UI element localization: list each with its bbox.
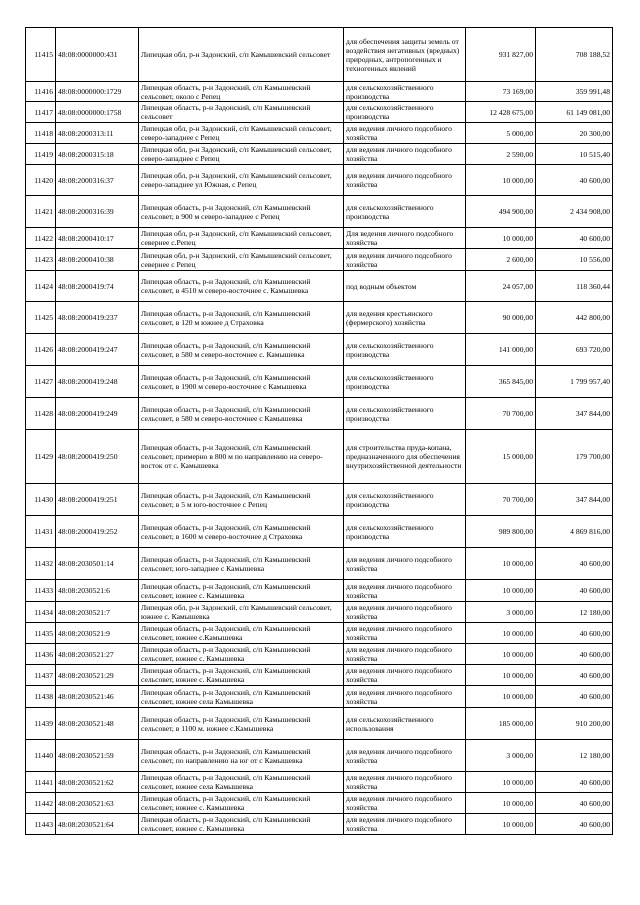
area-cell: 494 900,00: [466, 196, 536, 228]
address-cell: Липецкая область, р-н Задонский, с/п Камышевский сельсовет: [139, 102, 344, 123]
permitted-use-cell: для ведения личного подсобного хозяйства: [344, 144, 466, 165]
row-number: 11423: [26, 249, 56, 271]
row-number: 11442: [26, 793, 56, 814]
row-number: 11429: [26, 430, 56, 484]
cadastral-number: 48:08:2000419:237: [56, 302, 139, 334]
cadastral-value-cell: 12 180,00: [536, 740, 613, 772]
area-cell: 15 000,00: [466, 430, 536, 484]
row-number: 11416: [26, 82, 56, 102]
cadastral-value-cell: 359 991,48: [536, 82, 613, 102]
permitted-use-cell: для ведения личного подсобного хозяйства: [344, 814, 466, 835]
permitted-use-cell: для сельскохозяйственного производства: [344, 398, 466, 430]
cadastral-number: 48:08:2000316:37: [56, 165, 139, 196]
cadastral-value-cell: 40 600,00: [536, 228, 613, 249]
permitted-use-cell: для сельскохозяйственного использования: [344, 708, 466, 740]
cadastral-number: 48:08:2030521:59: [56, 740, 139, 772]
area-cell: 5 000,00: [466, 123, 536, 144]
address-cell: Липецкая область, р-н Задонский, с/п Камышевский сельсовет, примерно в 800 м по направлению на северо-восток от с. Камышевка: [139, 430, 344, 484]
table-row: [26, 665, 613, 686]
permitted-use-cell: для ведения личного подсобного хозяйства: [344, 623, 466, 644]
area-cell: 10 000,00: [466, 165, 536, 196]
area-cell: 185 000,00: [466, 708, 536, 740]
permitted-use-cell: для строительства пруда-копана, предназначенного для обеспечения внутрихозяйственной деятельности: [344, 430, 466, 484]
table-row: [26, 708, 613, 740]
cadastral-value-cell: 10 556,00: [536, 249, 613, 271]
address-cell: Липецкая область, р-н Задонский, с/п Камышевский сельсовет, в 900 м северо-западнее с Репец: [139, 196, 344, 228]
address-cell: Липецкая область, р-н Задонский, с/п Камышевский сельсовет, в 120 м южнее д Страховка: [139, 302, 344, 334]
address-cell: Липецкая область, р-н Задонский, с/п Камышевский сельсовет, в 1900 м северо-восточнее с Камышевка: [139, 366, 344, 398]
cadastral-value-cell: 40 600,00: [536, 814, 613, 835]
area-cell: 10 000,00: [466, 814, 536, 835]
address-cell: Липецкая обл, р-н Задонский, с/п Камышевский сельсовет, северо-западнее с Репец: [139, 123, 344, 144]
area-cell: 2 600,00: [466, 249, 536, 271]
permitted-use-cell: для ведения личного подсобного хозяйства: [344, 602, 466, 623]
area-cell: 10 000,00: [466, 686, 536, 708]
cadastral-value-cell: 61 149 081,00: [536, 102, 613, 123]
cadastral-number: 48:08:2030521:63: [56, 793, 139, 814]
permitted-use-cell: для ведения личного подсобного хозяйства: [344, 644, 466, 665]
cadastral-number: 48:08:2000419:252: [56, 516, 139, 548]
table-row: [26, 271, 613, 302]
cadastral-value-cell: 40 600,00: [536, 793, 613, 814]
cadastral-value-cell: 10 515,40: [536, 144, 613, 165]
row-number: 11437: [26, 665, 56, 686]
cadastral-value-cell: 40 600,00: [536, 686, 613, 708]
address-cell: Липецкая обл, р-н Задонский, с/п Камышевский сельсовет, южнее с. Камышевка: [139, 602, 344, 623]
cadastral-number: 48:08:0000000:431: [56, 28, 139, 82]
table-row: [26, 580, 613, 602]
row-number: 11441: [26, 772, 56, 793]
row-number: 11438: [26, 686, 56, 708]
address-cell: Липецкая область, р-н Задонский, с/п Камышевский сельсовет, юго-западнее с Камышевка: [139, 548, 344, 580]
area-cell: 10 000,00: [466, 772, 536, 793]
cadastral-value-cell: 693 720,00: [536, 334, 613, 366]
address-cell: Липецкая область, р-н Задонский, с/п Камышевский сельсовет, в 580 м северо-восточнее с. Камышевка: [139, 334, 344, 366]
table-row: [26, 602, 613, 623]
cadastral-value-cell: 347 844,00: [536, 484, 613, 516]
row-number: 11425: [26, 302, 56, 334]
table-row: [26, 814, 613, 835]
cadastral-value-cell: 1 799 957,40: [536, 366, 613, 398]
area-cell: 2 590,00: [466, 144, 536, 165]
permitted-use-cell: для сельскохозяйственного производства: [344, 484, 466, 516]
table-row: [26, 740, 613, 772]
address-cell: Липецкая область, р-н Задонский, с/п Камышевский сельсовет, в 1100 м. южнее с.Камышевка: [139, 708, 344, 740]
area-cell: 10 000,00: [466, 228, 536, 249]
cadastral-value-cell: 910 200,00: [536, 708, 613, 740]
permitted-use-cell: для ведения личного подсобного хозяйства: [344, 665, 466, 686]
address-cell: Липецкая область, р-н Задонский, с/п Камышевский сельсовет, южнее с. Камышевка: [139, 814, 344, 835]
address-cell: Липецкая область, р-н Задонский, с/п Камышевский сельсовет, южнее села Камышевка: [139, 772, 344, 793]
area-cell: 989 800,00: [466, 516, 536, 548]
address-cell: Липецкая область, р-н Задонский, с/п Камышевский сельсовет, в 580 м северо-восточнее с Камышевка: [139, 398, 344, 430]
table-row: [26, 772, 613, 793]
area-cell: 73 169,00: [466, 82, 536, 102]
area-cell: 10 000,00: [466, 548, 536, 580]
address-cell: Липецкая область, р-н Задонский, с/п Камышевский сельсовет, в 5 м юго-восточнее с Репец: [139, 484, 344, 516]
table-row: [26, 165, 613, 196]
cadastral-value-cell: 20 300,00: [536, 123, 613, 144]
row-number: 11430: [26, 484, 56, 516]
cadastral-number: 48:08:2030521:9: [56, 623, 139, 644]
cadastral-value-cell: 4 869 816,00: [536, 516, 613, 548]
table-row: [26, 548, 613, 580]
cadastral-number: 48:08:2030521:29: [56, 665, 139, 686]
row-number: 11432: [26, 548, 56, 580]
area-cell: 10 000,00: [466, 644, 536, 665]
permitted-use-cell: для обеспечения защиты земель от воздействия негативных (вредных) природных, антропогенных и техногенных явлений: [344, 28, 466, 82]
permitted-use-cell: для ведения личного подсобного хозяйства: [344, 123, 466, 144]
address-cell: Липецкая область, р-н Задонский, с/п Камышевский сельсовет, южнее с. Камышевка: [139, 580, 344, 602]
cadastral-value-cell: 40 600,00: [536, 665, 613, 686]
address-cell: Липецкая область, р-н Задонский, с/п Камышевский сельсовет, в 4510 м северо-восточнее с. Камышевка: [139, 271, 344, 302]
cadastral-value-cell: 442 800,00: [536, 302, 613, 334]
permitted-use-cell: для сельскохозяйственного производства: [344, 196, 466, 228]
permitted-use-cell: для ведения личного подсобного хозяйства: [344, 686, 466, 708]
area-cell: 24 057,00: [466, 271, 536, 302]
permitted-use-cell: для сельскохозяйственного производства: [344, 102, 466, 123]
permitted-use-cell: для сельскохозяйственного производства: [344, 366, 466, 398]
address-cell: Липецкая область, р-н Задонский, с/п Камышевский сельсовет, по направлению на юг от с Камышевка: [139, 740, 344, 772]
table-row: [26, 686, 613, 708]
permitted-use-cell: для ведения личного подсобного хозяйства: [344, 580, 466, 602]
area-cell: 10 000,00: [466, 580, 536, 602]
area-cell: 12 428 675,00: [466, 102, 536, 123]
row-number: 11433: [26, 580, 56, 602]
area-cell: 141 000,00: [466, 334, 536, 366]
address-cell: Липецкая обл, р-н Задонский, с/п Камышевский сельсовет, северо-западнее ул Южная, с Репец: [139, 165, 344, 196]
cadastral-number: 48:08:2030521:7: [56, 602, 139, 623]
cadastral-number: 48:08:2000410:17: [56, 228, 139, 249]
table-row: [26, 516, 613, 548]
address-cell: Липецкая обл, р-н Задонский, с/п Камышевский сельсовет, севернее с Репец: [139, 249, 344, 271]
table-row: [26, 28, 613, 82]
row-number: 11424: [26, 271, 56, 302]
table-row: [26, 398, 613, 430]
permitted-use-cell: для сельскохозяйственного производства: [344, 82, 466, 102]
row-number: 11426: [26, 334, 56, 366]
cadastral-number: 48:08:2000410:38: [56, 249, 139, 271]
table-row: [26, 302, 613, 334]
cadastral-value-cell: 179 700,00: [536, 430, 613, 484]
cadastral-number: 48:08:0000000:1758: [56, 102, 139, 123]
area-cell: 365 845,00: [466, 366, 536, 398]
cadastral-number: 48:08:2000316:39: [56, 196, 139, 228]
cadastral-value-cell: 40 600,00: [536, 623, 613, 644]
table-row: [26, 144, 613, 165]
cadastral-number: 48:08:2030521:48: [56, 708, 139, 740]
cadastral-value-cell: 40 600,00: [536, 548, 613, 580]
table-row: [26, 484, 613, 516]
row-number: 11415: [26, 28, 56, 82]
address-cell: Липецкая область, р-н Задонский, с/п Камышевский сельсовет, около с Репец: [139, 82, 344, 102]
row-number: 11419: [26, 144, 56, 165]
area-cell: 3 000,00: [466, 740, 536, 772]
cadastral-value-cell: 12 180,00: [536, 602, 613, 623]
permitted-use-cell: под водным объектом: [344, 271, 466, 302]
row-number: 11422: [26, 228, 56, 249]
area-cell: 931 827,00: [466, 28, 536, 82]
cadastral-number: 48:08:2030521:6: [56, 580, 139, 602]
table-body: [26, 28, 613, 835]
cadastral-value-cell: 708 188,52: [536, 28, 613, 82]
table-row: [26, 102, 613, 123]
area-cell: 10 000,00: [466, 665, 536, 686]
cadastral-value-cell: 40 600,00: [536, 580, 613, 602]
row-number: 11431: [26, 516, 56, 548]
area-cell: 10 000,00: [466, 623, 536, 644]
area-cell: 10 000,00: [466, 793, 536, 814]
area-cell: 90 000,00: [466, 302, 536, 334]
permitted-use-cell: для ведения личного подсобного хозяйства: [344, 548, 466, 580]
row-number: 11436: [26, 644, 56, 665]
table-row: [26, 196, 613, 228]
permitted-use-cell: для сельскохозяйственного производства: [344, 334, 466, 366]
row-number: 11443: [26, 814, 56, 835]
address-cell: Липецкая обл, р-н Задонский, с/п Камышевский сельсовет, северо-западнее с Репец: [139, 144, 344, 165]
address-cell: Липецкая область, р-н Задонский, с/п Камышевский сельсовет, южнее с. Камышевка: [139, 644, 344, 665]
permitted-use-cell: для ведения личного подсобного хозяйства: [344, 793, 466, 814]
cadastral-value-cell: 40 600,00: [536, 644, 613, 665]
cadastral-number: 48:08:2000419:249: [56, 398, 139, 430]
land-plots-table: [25, 27, 613, 835]
permitted-use-cell: для сельскохозяйственного производства: [344, 516, 466, 548]
cadastral-number: 48:08:2030521:62: [56, 772, 139, 793]
address-cell: Липецкая область, р-н Задонский, с/п Камышевский сельсовет, в 1600 м северо-восточнее д Страховка: [139, 516, 344, 548]
cadastral-value-cell: 118 360,44: [536, 271, 613, 302]
table-row: [26, 623, 613, 644]
address-cell: Липецкая область, р-н Задонский, с/п Камышевский сельсовет, южнее села Камышевка: [139, 686, 344, 708]
permitted-use-cell: Для ведения личного подсобного хозяйства: [344, 228, 466, 249]
address-cell: Липецкая область, р-н Задонский, с/п Камышевский сельсовет, южнее с. Камышевка: [139, 793, 344, 814]
row-number: 11417: [26, 102, 56, 123]
area-cell: 70 700,00: [466, 484, 536, 516]
table-row: [26, 334, 613, 366]
address-cell: Липецкая область, р-н Задонский, с/п Камышевский сельсовет, южнее с. Камышевка: [139, 665, 344, 686]
cadastral-number: 48:08:2000419:248: [56, 366, 139, 398]
row-number: 11420: [26, 165, 56, 196]
cadastral-number: 48:08:2030521:64: [56, 814, 139, 835]
table-row: [26, 644, 613, 665]
table-row: [26, 249, 613, 271]
address-cell: Липецкая обл, р-н Задонский, с/п Камышевский сельсовет, севернее с.Репец: [139, 228, 344, 249]
cadastral-number: 48:08:2000315:18: [56, 144, 139, 165]
row-number: 11435: [26, 623, 56, 644]
cadastral-value-cell: 2 434 908,00: [536, 196, 613, 228]
table-row: [26, 793, 613, 814]
permitted-use-cell: для ведения личного подсобного хозяйства: [344, 165, 466, 196]
row-number: 11427: [26, 366, 56, 398]
cadastral-number: 48:08:2000313:11: [56, 123, 139, 144]
cadastral-number: 48:08:2030501:14: [56, 548, 139, 580]
cadastral-number: 48:08:2030521:46: [56, 686, 139, 708]
cadastral-value-cell: 347 844,00: [536, 398, 613, 430]
row-number: 11418: [26, 123, 56, 144]
area-cell: 70 700,00: [466, 398, 536, 430]
cadastral-number: 48:08:2000419:250: [56, 430, 139, 484]
cadastral-number: 48:08:2000419:251: [56, 484, 139, 516]
permitted-use-cell: для ведения личного подсобного хозяйства: [344, 772, 466, 793]
address-cell: Липецкая область, р-н Задонский, с/п Камышевский сельсовет, южнее с.Камышевка: [139, 623, 344, 644]
table-row: [26, 123, 613, 144]
table-row: [26, 228, 613, 249]
cadastral-number: 48:08:2000419:247: [56, 334, 139, 366]
table-row: [26, 82, 613, 102]
area-cell: 3 000,00: [466, 602, 536, 623]
table-row: [26, 366, 613, 398]
row-number: 11421: [26, 196, 56, 228]
permitted-use-cell: для ведения крестьянского (фермерского) хозяйства: [344, 302, 466, 334]
row-number: 11440: [26, 740, 56, 772]
permitted-use-cell: для ведения личного подсобного хозяйства: [344, 249, 466, 271]
row-number: 11439: [26, 708, 56, 740]
cadastral-number: 48:08:2000419:74: [56, 271, 139, 302]
cadastral-value-cell: 40 600,00: [536, 772, 613, 793]
cadastral-number: 48:08:0000000:1729: [56, 82, 139, 102]
row-number: 11434: [26, 602, 56, 623]
cadastral-value-cell: 40 600,00: [536, 165, 613, 196]
address-cell: Липецкая обл, р-н Задонский, с/п Камышевский сельсовет: [139, 28, 344, 82]
permitted-use-cell: для ведения личного подсобного хозяйства: [344, 740, 466, 772]
cadastral-number: 48:08:2030521:27: [56, 644, 139, 665]
table-row: [26, 430, 613, 484]
row-number: 11428: [26, 398, 56, 430]
